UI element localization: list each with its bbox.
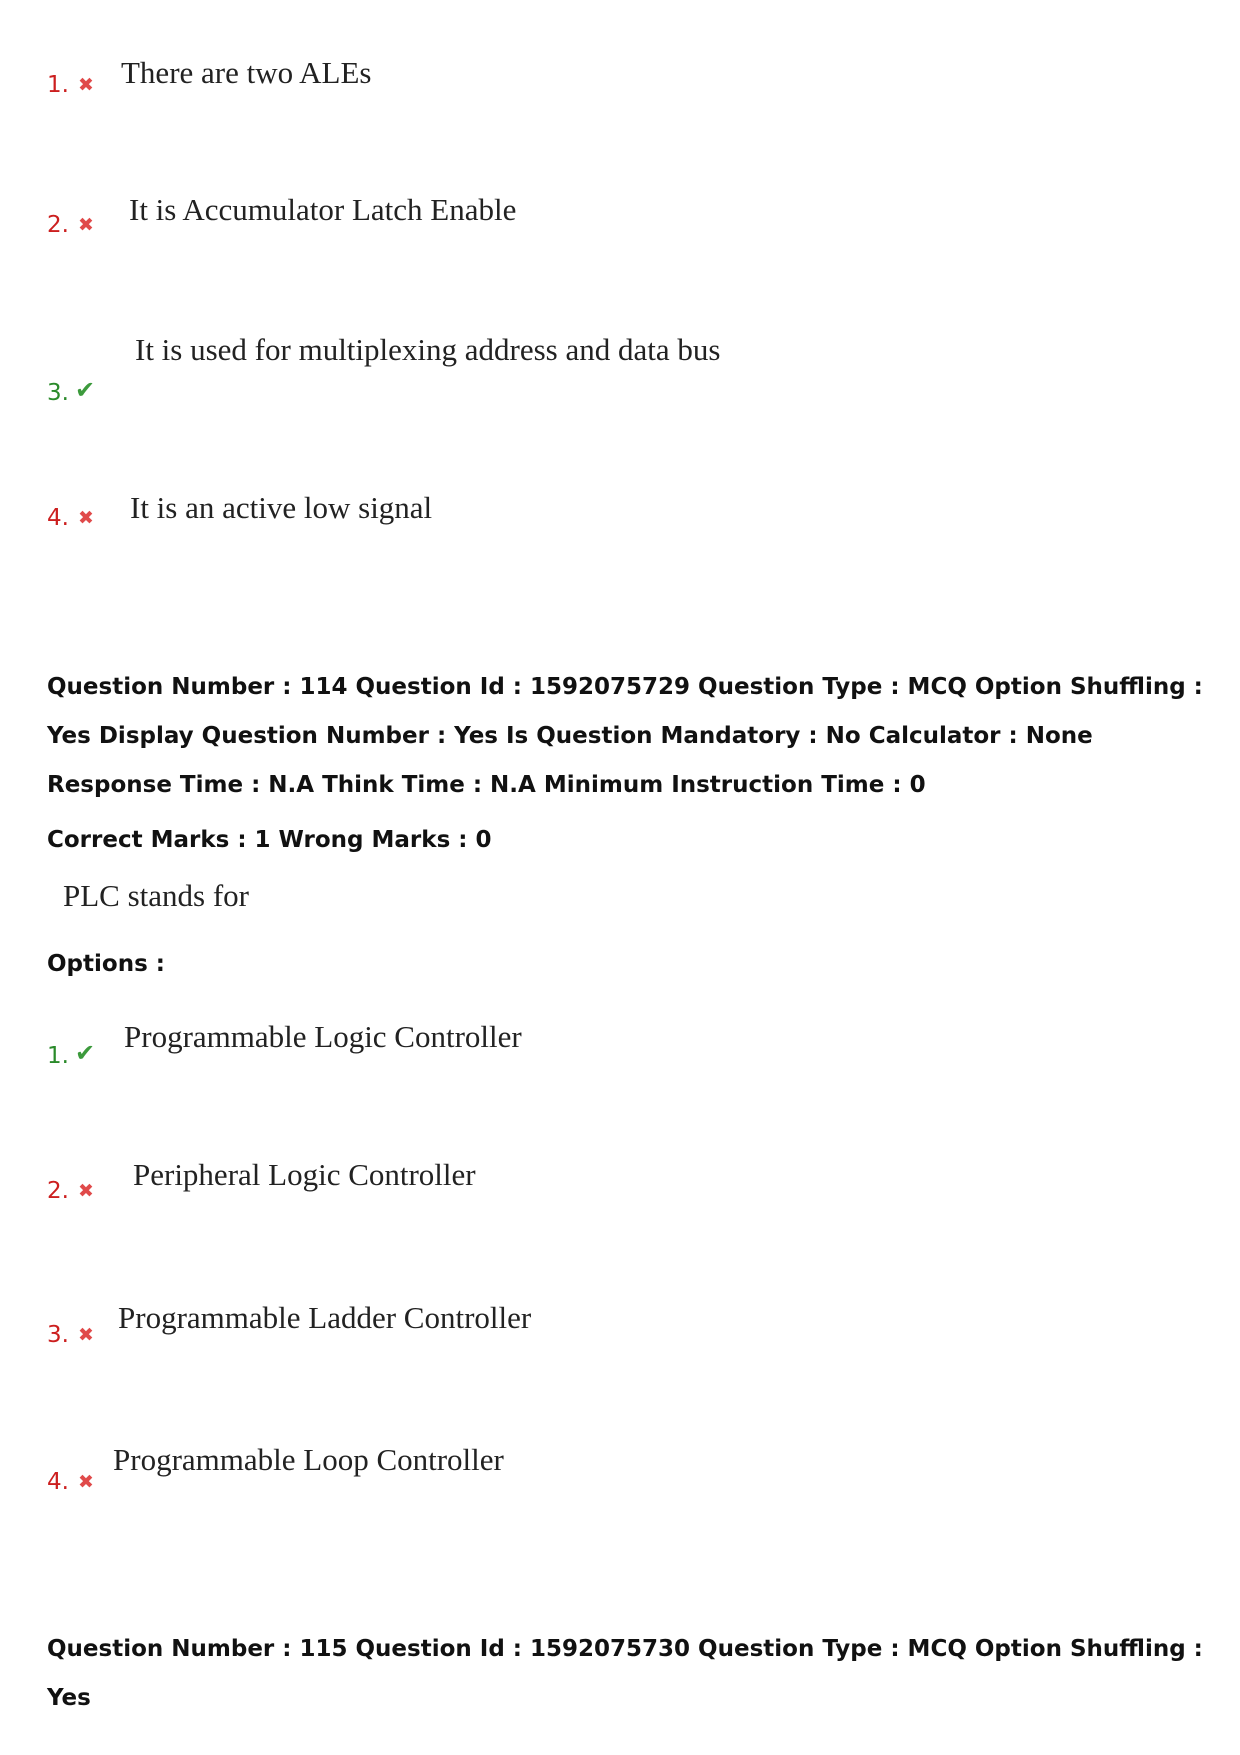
option-number: 4. [47, 1469, 69, 1495]
cross-icon: ✖ [78, 1180, 94, 1202]
question-meta-114: Question Number : 114 Question Id : 1592075729 Question Type : MCQ Option Shuffling : Yes Display Question Number : Yes Is Question Mandatory : No Calculator : None Response Time : N.A Think Time : N.A Minimum Instruction Time : 0 [47, 674, 1203, 798]
cross-icon: ✖ [78, 214, 94, 236]
options-label: Options : [47, 951, 165, 977]
option-number: 1. [47, 72, 69, 98]
question-meta-115: Question Number : 115 Question Id : 1592075730 Question Type : MCQ Option Shuffling : Yes [47, 1636, 1203, 1711]
cross-icon: ✖ [78, 74, 94, 96]
option-text: Peripheral Logic Controller [133, 1157, 476, 1192]
check-icon: ✔ [75, 1039, 96, 1067]
option-number: 4. [47, 505, 69, 531]
check-icon: ✔ [75, 376, 96, 404]
question-text-114: PLC stands for [63, 878, 249, 913]
option-number: 2. [47, 212, 69, 238]
option-text: There are two ALEs [121, 55, 372, 90]
option-text: Programmable Loop Controller [113, 1442, 504, 1477]
option-number: 2. [47, 1178, 69, 1204]
option-text: It is used for multiplexing address and data bus [135, 332, 721, 367]
option-text: It is Accumulator Latch Enable [129, 192, 517, 227]
option-text: It is an active low signal [130, 490, 433, 525]
cross-icon: ✖ [78, 1324, 94, 1346]
option-text: Programmable Logic Controller [124, 1019, 522, 1054]
question-marks-114: Correct Marks : 1 Wrong Marks : 0 [47, 827, 492, 853]
option-number: 3. [47, 1322, 69, 1348]
cross-icon: ✖ [78, 1471, 94, 1493]
option-number: 1. [47, 1043, 69, 1069]
option-number: 3. [47, 380, 69, 406]
cross-icon: ✖ [78, 507, 94, 529]
option-text: Programmable Ladder Controller [118, 1300, 532, 1335]
